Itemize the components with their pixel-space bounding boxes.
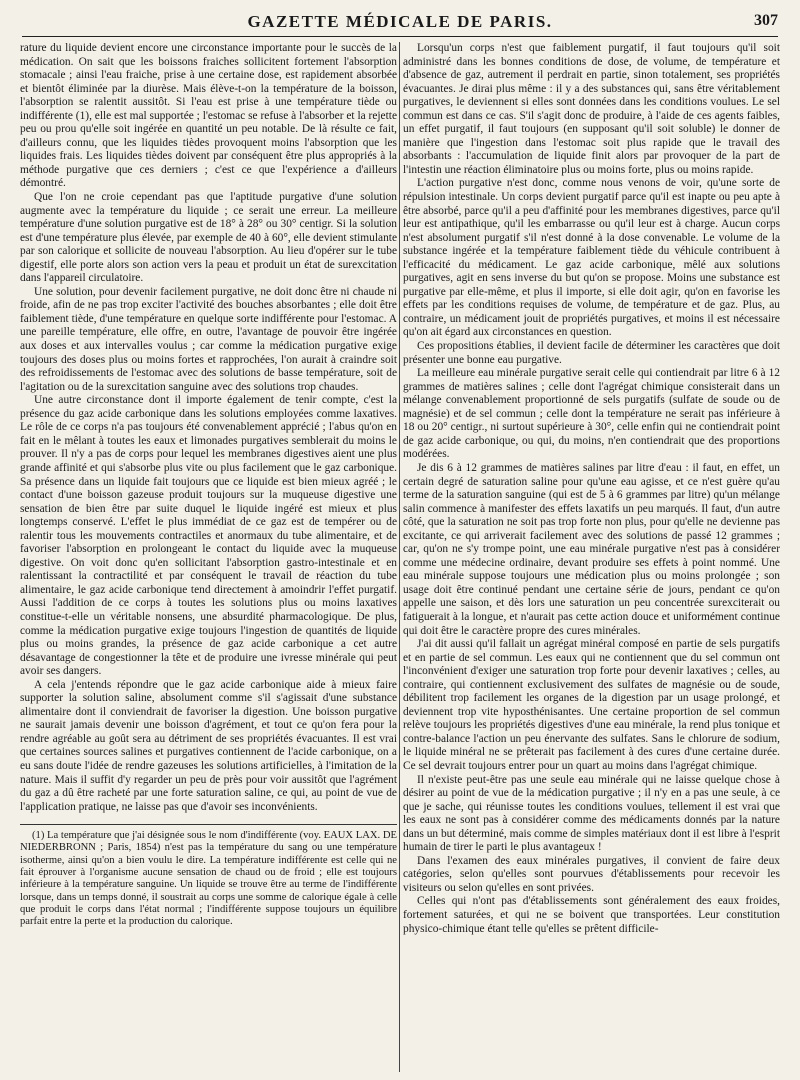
paragraph: Que l'on ne croie cependant pas que l'aptitude purgative d'une solution augmente avec la température du liquide ; ce serait une erreur. La meilleure température d'une solution purgative est de 18° à 28° ou 30° centigr. Si la solution est d'une température plus élevée, par exemple de 40 à 60°, elle devient stimulante par son calorique et sollicite de nouveau l'absorption. Au lieu d'opérer sur le tube digestif, elle porte alors son action vers la peau et produit un état de surexcitation dans l'appareil circulatoire. <box>20 191 397 285</box>
footnote-text: (1) La température que j'ai désignée sous le nom d'indifférente (voy. EAUX LAX. DE NIEDERBRONN ; Paris, 1854) n'est pas la température du sang ou une température isotherme, ainsi qu'on a bien voulu le dire. La température indifférente est celle qui ne fait éprouver à l'organisme aucune sensation de chaud ou de froid ; elle est toujours inférieure à la température sanguine. Un liquide se trouve être au terme de l'indifférente lorsque, dans un temps donné, il soustrait au corps une somme de calorique égale à celle que produit le corps dans l'état normal ; l'indifférente suppose toujours un équilibre parfait entre la perte et la production du calorique. <box>20 830 397 928</box>
paragraph: Il n'existe peut-être pas une seule eau minérale qui ne laisse quelque chose à désirer au point de vue de la médication purgative ; il n'y en a pas une seule, à ce que je sache, qui réunisse toutes les conditions voulues, tellement il est vrai que les eaux ne sont pas à considérer comme des médicaments donnés par la nature dans un but déterminé, mais comme de simples matériaux dont il est libre à l'esprit humain de tirer le parti le plus avantageux ! <box>403 773 780 854</box>
paragraph: Ces propositions établies, il devient facile de déterminer les caractères que doit présenter une bonne eau purgative. <box>403 340 780 366</box>
left-column <box>20 42 397 1072</box>
page-header <box>22 12 778 37</box>
footnote <box>20 830 397 928</box>
journal-title: GAZETTE MÉDICALE DE PARIS. <box>247 12 553 31</box>
paragraph: Une solution, pour devenir facilement purgative, ne doit donc être ni chaude ni froide, afin de ne pas trop exciter l'activité des bouches absorbantes ; elle doit être faiblement tiède, d'une température en quelque sorte indifférente pour l'estomac. A une pareille température, elle offre, en outre, l'avantage de pouvoir être ingérée aux doses et aux intervalles voulus ; car comme la médication purgative exige toujours des doses plus ou moins fortes et rapprochées, l'on aurait à craindre soit des refroidissements de l'estomac avec des solutions de basse température, soit de l'agitation ou de la surexcitation sanguine avec des solutions trop chaudes. <box>20 285 397 393</box>
paragraph: Celles qui n'ont pas d'établissements sont généralement des eaux froides, fortement saturées, et qui ne se boivent que transportées. Leur constitution physico-chimique étant telle qu'elles se prêtent difficile- <box>403 895 780 935</box>
paragraph: Lorsqu'un corps n'est que faiblement purgatif, il faut toujours qu'il soit administré dans les bonnes conditions de dose, de volume, de température et d'absence de gaz, autrement il perdrait en partie, sinon totalement, ses propriétés évacuantes. Je dirai plus même : il y a des substances qui, sans être véritablement purgatives, le deviennent si elles sont données dans les conditions voulues. Le sel commun est dans ce cas. S'il s'agit donc de produire, à l'aide de ces agents faibles, un effet purgatif, il faut toujours (en supposant qu'il soit soluble) le donner de manière que l'ingestion dans l'estomac soit plus rapide que le travail des absorbants : l'accumulation de liquide finit alors par provoquer de la part de l'intestin une réaction éliminatoire plus ou moins forte, plus ou moins rapide. <box>403 42 780 176</box>
paragraph: La meilleure eau minérale purgative serait celle qui contiendrait par litre 6 à 12 grammes de matières salines ; celle dont l'agrégat chimique consisterait dans un mélange convenablement proportionné de sels purgatifs (sulfate de soude ou de magnésie) et de sel commun ; celle dont la température ne serait pas inférieure à 18 ou 20° centigr., ni surtout supérieure à 30°, celle enfin qui ne contiendrait point de gaz acide carbonique, ou qui, du moins, n'en contiendrait que des proportions modérées. <box>403 367 780 461</box>
paragraph: rature du liquide devient encore une circonstance importante pour le succès de la médication. On sait que les boissons fraiches sollicitent fortement l'absorption stomacale ; ainsi l'eau fraiche, prise à une certaine dose, est rapidement absorbée et bientôt éliminée par la diurèse. Mais élève-t-on la température de la boisson, l'absorption se ralentit aussitôt. Si l'eau est prise à une température tiède ou indifférente (1), elle est mal supportée ; l'estomac se refuse à l'absorber et la rejette peu ou prou qu'elle soit ingérée en quantité un peu notable. De là résulte ce fait, d'ailleurs connu, que les liquides tièdes provoquent moins l'absorption que les liquides frais. Les liquides tièdes doivent par conséquent être plus appropriés à la méthode purgative que ces derniers ; c'est ce que l'expérience a d'ailleurs démontré. <box>20 42 397 190</box>
right-column <box>403 42 780 1072</box>
footnote-divider <box>20 824 397 825</box>
paragraph: Dans l'examen des eaux minérales purgatives, il convient de faire deux catégories, selon qu'elles sont pourvues d'établissements pour recevoir les visiteurs ou selon qu'elles en sont privées. <box>403 854 780 894</box>
paragraph: Une autre circonstance dont il importe également de tenir compte, c'est la présence du gaz acide carbonique dans les solutions employées comme laxatives. Le rôle de ce corps n'a pas toujours été convenablement apprécié ; l'abus qu'on en fait en le mêlant à toutes les eaux et limonades purgatives semblerait du moins le prouver. Il n'y a pas de corps pour lequel les membranes digestives aient une plus grande affinité et qui s'absorbe plus vite ou plus facilement que le gaz carbonique. Sa présence dans un liquide fait toujours que ce liquide est bien mieux agréé ; le contact d'une boisson gazeuse produit toujours sur la muqueuse digestive une sensation de bien être par suite duquel le liquide ingéré est mieux et plus longtemps conservé. L'effet le plus immédiat de ce gaz est de tempérer ou de ralentir tous les mouvements contractiles et anormaux du tube alimentaire, et de favoriser l'absorption en prolongeant le contact du liquide avec la muqueuse digestive. On voit donc qu'en sollicitant l'absorption gastro-intestinale et en ralentissant la contractilité et par conséquent le travail de réaction du tube alimentaire, le gaz acide carbonique tend directement à amoindrir l'effet purgatif. Aussi l'addition de ce corps à toutes les solutions plus ou moins laxatives constitue-t-elle un véritable nonsens, une absurdité pharmacologique. De plus, comme la médication purgative exige toujours l'ingestion de quantités de liquide plus ou moins grandes, la présence de gaz acide carbonique a cet autre désavantage de congestionner la tête et de produire une ivresse minérale qui peut avoir ses dangers. <box>20 394 397 678</box>
paragraph: L'action purgative n'est donc, comme nous venons de voir, qu'une sorte de répulsion intestinale. Un corps devient purgatif parce qu'il est inapte ou peu apte à être absorbé, parce qu'il a peu d'affinité pour les membranes digestives, parce qu'il leur est antipathique, qu'il les embarrasse ou qu'il leur est à charge. Aucun corps n'est absolument purgatif s'il n'est donné à la dose convenable. Le volume de la substance ingérée et la température faiblement tiède du véhicule contribuent à l'efficacité du médicament. Le gaz acide carbonique, mêlé aux solutions purgatives, agit en sens inverse du but qu'on se propose. Moins une substance est purgative par elle-même, et plus il importe, si elle doit agir, qu'on en favorise les effets par les conditions requises de volume, de température et de gaz. Plus, au contraire, un médicament jouit de propriétés purgatives, et moins il est nécessaire qu'on ait égard aux circonstances en question. <box>403 177 780 339</box>
paragraph: A cela j'entends répondre que le gaz acide carbonique aide à mieux faire supporter la solution saline, absolument comme s'il s'agissait d'une substance alimentaire dont il conviendrait de favoriser la digestion. Une boisson purgative ne saurait jamais devenir une boisson d'agrément, et tout ce qu'on fera pour la rendre agréable au goût sera au détriment de ses propriétés évacuantes. Il est vrai que certaines sources salines et purgatives contiennent de l'acide carbonique, on a eu sans doute l'idée de rendre gazeuses les solutions artificielles, à l'imitation de la nature. Mais il suffit d'y regarder un peu de près pour voir aussitôt que l'agrément du gaz a dû être racheté par une forte saturation saline, ce qui, au point de vue de l'application pratique, ne laisse pas que d'avoir ses inconvénients. <box>20 678 397 813</box>
paragraph: Je dis 6 à 12 grammes de matières salines par litre d'eau : il faut, en effet, un certain degré de saturation saline pour qu'une eau agisse, et ce n'est guère qu'au terme de la saturation sanguine (qui est de 5 à 6 grammes par litre) qu'un mélange salin commence à manifester des effets laxatifs un peu marqués. Il faut, d'un autre côté, que la saturation ne soit pas trop forte non plus, pour qu'elle ne devienne pas excitante, ce qui arriverait facilement avec des solutions de passé 12 grammes ; car, qu'on ne s'y trompe point, une eau minérale purgative n'est pas à considérer comme une médecine ordinaire, devant produire ses effets à point nommé. Une eau minérale suppose toujours une médication plus ou moins prolongée ; son usage doit être continué pendant une certaine série de jours, pendant ce qu'on appelle une saison, et dès lors une saturation un peu concentrée surexciterait ou fatiguerait à la longue, et n'aurait pas cette action douce et uniformément continue qui doit être le caractère propre des cures minérales. <box>403 461 780 637</box>
page-number: 307 <box>754 12 778 29</box>
paragraph: J'ai dit aussi qu'il fallait un agrégat minéral composé en partie de sels purgatifs et en partie de sel commun. Les eaux qui ne contiennent que du sel commun ont l'inconvénient d'exiger une saturation trop forte pour devenir laxatives ; celles, au contraire, qui contiennent exclusivement des sulfates de magnésie ou de soude, débilitent trop facilement les organes de la digestion par un usage prolongé, et deviennent trop vite hyposthénisantes. Une certaine proportion de sel commun relève toujours les propriétés digestives d'une eau minérale, la rend plus tonique et contre-balance l'action un peu énervante des sulfates. Sans le chlorure de sodium, le liquide minéral ne se prêterait pas facilement à des cures d'une certaine durée. Ce sel devrait toujours entrer pour un quart au moins dans l'agrégat chimique. <box>403 638 780 772</box>
column-divider <box>399 42 400 1072</box>
